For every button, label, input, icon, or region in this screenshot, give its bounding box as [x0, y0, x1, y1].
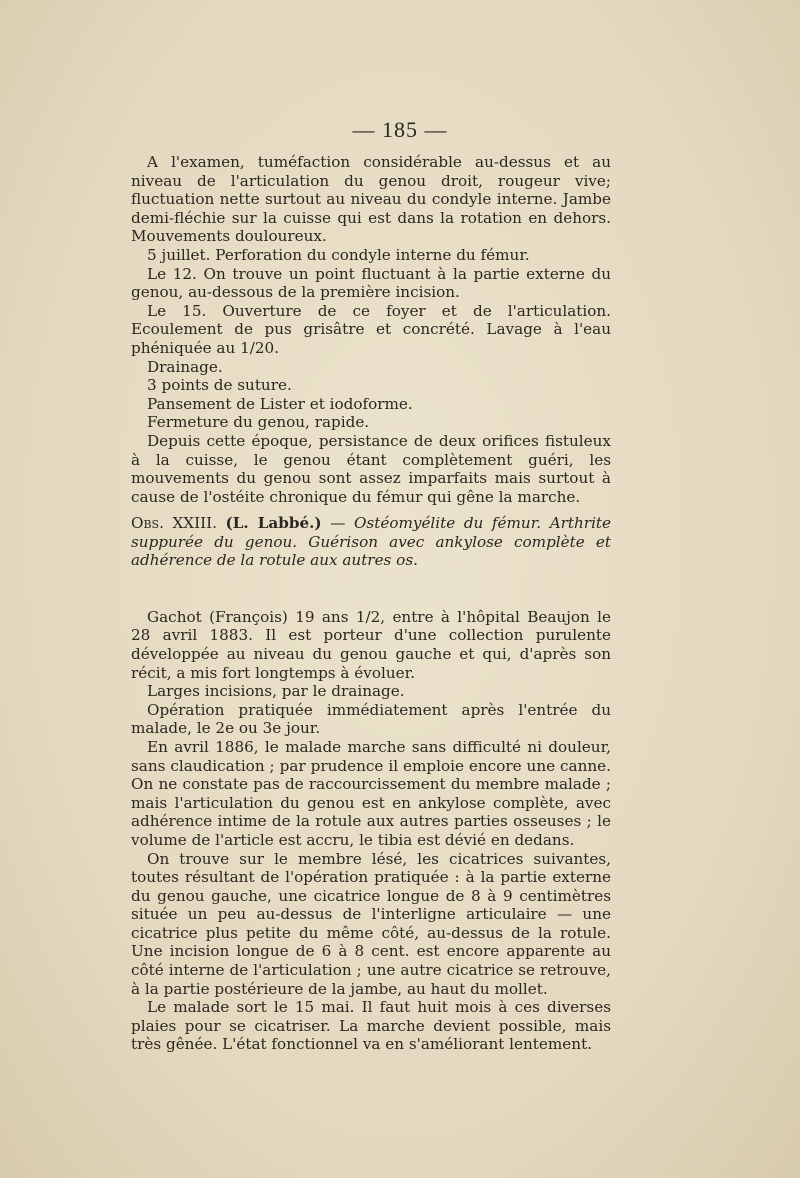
paragraph: Gachot (François) 19 ans 1/2, entre à l'hôpital Beaujon le 28 avril 1883. Il est porteur d'une collection purulente développée au niveau du genou gauche et qui, d'après son récit, a mis fort longtemps à évoluer. — [131, 607, 611, 682]
paragraph: Le 12. On trouve un point fluctuant à la partie externe du genou, au-dessous de la première incision. — [131, 264, 611, 302]
paragraph: Depuis cette époque, persistance de deux orifices fistuleux à la cuisse, le genou étant complètement guéri, les mouvements du genou sont assez imparfaits mais surtout à cause de l'ostéite chronique du fémur qui gêne la marche. — [131, 431, 611, 506]
observation-label: Obs. XXIII. — [131, 514, 217, 532]
paragraph: Le 15. Ouverture de ce foyer et de l'articulation. Ecoulement de pus grisâtre et concrété. Lavage à l'eau phéniquée au 1/20. — [131, 301, 611, 357]
observation-dash: — — [321, 514, 354, 532]
paragraph: 5 juillet. Perforation du condyle interne du fémur. — [147, 245, 530, 264]
observation-heading — [131, 514, 611, 570]
paragraph: Drainage. — [147, 357, 223, 376]
text-section-2 — [131, 514, 611, 1054]
paragraph: A l'examen, tuméfaction considérable au-dessus et au niveau de l'articulation du genou droit, rougeur vive; fluctuation nette surtout au niveau du condyle interne. Jambe demi-fléchie sur la cuisse qui est dans la rotation en dehors. Mouvements douloureux. — [131, 153, 611, 246]
page-number: — 185 — — [352, 117, 448, 142]
paragraph: Fermeture du genou, rapide. — [147, 413, 370, 432]
paragraph: Opération pratiquée immédiatement après l'entrée du malade, le 2e ou 3e jour. — [131, 700, 611, 738]
paragraph: Larges incisions, par le drainage. — [147, 682, 405, 701]
paragraph: Pansement de Lister et iodoforme. — [147, 394, 413, 413]
observation-author: (L. Labbé.) — [225, 514, 322, 532]
paragraph: Le malade sort le 15 mai. Il faut huit mois à ces diverses plaies pour se cicatriser. La marche devient possible, mais très gênée. L'état fonctionnel va en s'améliorant lentement. — [131, 998, 611, 1054]
section-spacer — [131, 570, 611, 608]
paragraph: En avril 1886, le malade marche sans difficulté ni douleur, sans claudication ; par prudence il emploie encore une canne. On ne constate pas de raccourcissement du membre malade ; mais l'articulation du genou est en ankylose complète, avec adhérence intime de la rotule aux autres parties osseuses ; le volume de l'article est accru, le tibia est dévié en dedans. — [131, 737, 611, 849]
observation-title: Ostéomyélite du fémur. Arthrite suppurée du genou. Guérison avec ankylose complète et adhérence de la rotule aux autres os. — [131, 514, 612, 570]
paragraph: 3 points de suture. — [147, 376, 292, 395]
paragraph: On trouve sur le membre lésé, les cicatrices suivantes, toutes résultant de l'opération pratiquée : à la partie externe du genou gauche, une cicatrice longue de 8 à 9 centimètres située un peu au-dessus de l'interligne articulaire — une cicatrice plus petite du même côté, au-dessus de la rotule. Une incision longue de 6 à 8 cent. est encore apparente au côté interne de l'articulation ; une autre cicatrice se retrouve, à la partie postérieure de la jambe, au haut du mollet. — [131, 849, 611, 998]
text-section-1 — [131, 153, 611, 506]
